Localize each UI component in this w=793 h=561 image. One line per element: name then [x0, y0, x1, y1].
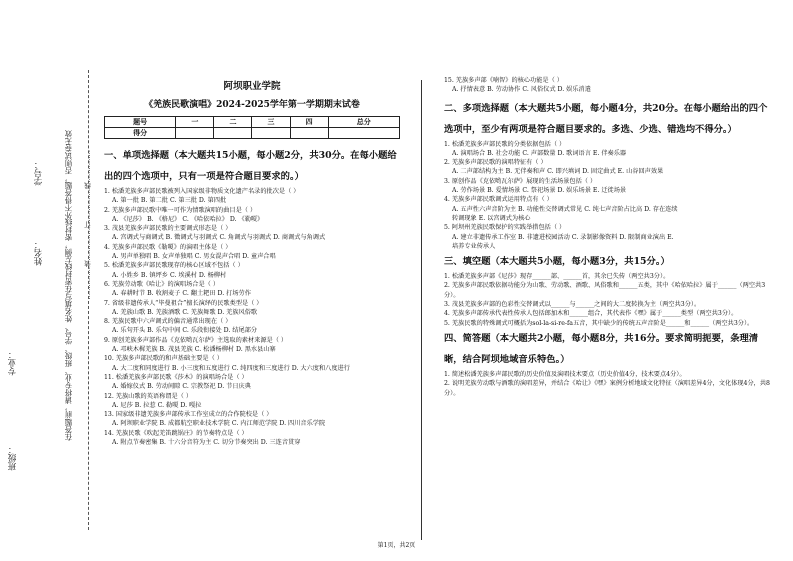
short-answer-question: 1. 简述松潘羌族多声部民歌的历史价值及演唱技术要点（历史价值4分，技术要点4分）。 — [444, 370, 686, 378]
question-options: A. 大二度和同度进行 B. 小三度和五度进行 C. 纯四度和三度进行 D. 大六度和八度进行 — [112, 364, 350, 372]
question-stem: 11. 松潘羌族多声部民歌《莎木》的演唱场合是（ ） — [104, 373, 248, 381]
question-options: A. 二声部结构为主 B. 无伴奏和声 C. 即兴填词 D. 固定曲式 E. 山谷回声效果 — [452, 168, 664, 176]
question-options: A. 男声单独唱 B. 女声单独唱 C. 男女混声合唱 D. 童声合唱 — [112, 253, 276, 261]
seal-line-text: ……………装……………订……………线…………… — [84, 150, 92, 300]
question-stem: 3. 原创作品《克依哟瓦尔萨》展现的生活场景包括（ ） — [444, 177, 597, 185]
question-options: A. 乐句开头 B. 乐句中间 C. 乐段衔接处 D. 结尾部分 — [112, 327, 258, 335]
question-options: A. 小姓乡 B. 镇坪乡 C. 埃溪村 D. 杨柳村 — [112, 271, 227, 279]
section1-questions — [104, 187, 400, 447]
right-column — [444, 76, 774, 398]
score-header-cell: 二 — [214, 117, 252, 128]
section2-questions — [444, 140, 774, 252]
question-options: A. 羌族山歌 B. 羌族酒歌 C. 羌族舞歌 D. 羌族风俗歌 — [112, 308, 258, 316]
student-id-label: 学号： — [34, 160, 44, 186]
question-stem: 8. 羌族民歌中六声调式的偏音通常出现在（ ） — [104, 318, 232, 326]
fill-blank-question: 3. 茂县羌族多声部的色彩性交替调式以______与______之间的大二度转换为主（两空共3分）。 — [444, 301, 701, 309]
question-stem: 6. 羌族劳动歌《哈让》的演唱场合是（ ） — [104, 280, 220, 288]
score-cell[interactable] — [176, 128, 214, 139]
left-column — [104, 78, 400, 447]
question-stem: 2. 羌族多声部民歌中唯一可作为情歌演唱的曲目是（ ） — [104, 206, 257, 214]
question-options: A. 附点节奏密集 B. 十六分音符为主 C. 切分节奏突出 D. 三连音贯穿 — [112, 439, 301, 447]
score-header-cell: 总分 — [328, 117, 399, 128]
section4-title: 四、简答题（本大题共2小题，每小题8分，共16分。要求简明扼要，条理清晰，结合阿坝地域音乐特色。） — [444, 332, 759, 365]
question-options: A. 婚嫁仪式 B. 劳动间隙 C. 宗教祭祀 D. 节日庆典 — [112, 383, 251, 391]
major-label: 专业： — [8, 350, 18, 376]
question-options: A. 建立非遗传承工作室 B. 非遗进校园活动 C. 录制影像资料 D. 限制商业演出 E. — [452, 233, 674, 241]
question-stem: 4. 羌族多声部民歌调式运用特点有（ ） — [444, 196, 553, 204]
section1-title: 一、单项选择题（本大题共15小题，每小题2分，共30分。在每小题给出的四个选项中，只有一项是符合题目要求的。） — [104, 150, 397, 182]
question-options: A. 尼莎 B. 拉惹 C. 勒嗄 D. 嘎拉 — [112, 401, 202, 409]
name-label: 姓名： — [34, 240, 44, 266]
question-stem: 15. 羌族多声部《喃智》的核心功能是（ ） — [444, 77, 563, 84]
column-divider — [421, 80, 422, 540]
page-footer: 第1页，共2页 — [377, 542, 416, 549]
score-header-cell: 三 — [252, 117, 290, 128]
question-stem: 10. 羌族多声部民歌的和声基础主要是（ ） — [104, 355, 223, 363]
question-stem: 14. 羌族民歌《吹起羌笛跳锅庄》的节奏特点是（ ） — [104, 429, 248, 437]
section3-questions — [444, 272, 774, 328]
score-cell[interactable] — [290, 128, 328, 139]
section2-title: 二、多项选择题（本大题共5小题，每小题4分，共20分。在每小题给出的四个选项中，至少有两项是符合题目要求的。多选、少选、错选均不得分。） — [444, 102, 768, 135]
school-name: 阿坝职业学院 — [223, 81, 281, 92]
score-row-label: 得分 — [105, 128, 176, 139]
section4-questions — [444, 370, 774, 398]
question-stem: 4. 羌族多声部民歌《勒嗄》的演唱主体是（ ） — [104, 243, 232, 251]
question-options: 培养专业传承人 — [452, 242, 496, 250]
class-label: 班级： — [8, 445, 18, 471]
question-options: A. 第一批 B. 第二批 C. 第三批 D. 第四批 — [112, 197, 227, 205]
question-stem: 9. 原创羌族多声部作品《克依哟瓦尔萨》主选取的素材来源是（ ） — [104, 336, 288, 344]
question-options: A. 抒情表意 B. 劳动协作 C. 风俗仪式 D. 娱乐消遣 — [452, 86, 591, 94]
fill-blank-question: 1. 松潘羌族多声部《尼莎》现存______部、______首，其余已失传（两空共3分）。 — [444, 273, 670, 281]
question-options: A. 演唱场合 B. 社会功能 C. 声部数量 D. 歌词语言 E. 伴奏乐器 — [452, 149, 627, 157]
question-options: A. 《尼莎》 B. 《格尼》 C. 《哈依哈拉》 D. 《勒嗄》 — [112, 215, 264, 223]
question-stem: 2. 羌族多声部民歌的演唱特征有（ ） — [444, 159, 547, 167]
score-header-cell: 题号 — [105, 117, 176, 128]
question-options: A. 宫调式与商调式 B. 徵调式与羽调式 C. 角调式与羽调式 D. 商调式与角调式 — [112, 234, 326, 242]
question-options: A. 阿坝职业学院 B. 成都航空职业技术学院 C. 内江师范学院 D. 四川音乐学院 — [112, 420, 326, 428]
question-options: 转调现象 E. 以宫调式为核心 — [452, 214, 531, 222]
score-header-cell: 四 — [290, 117, 328, 128]
question-stem: 7. 省级非遗传承人“毕曼祖合”擅长演绎的民歌类型是（ ） — [104, 299, 263, 307]
question-stem: 12. 羌族山歌的英语称谓是（ ） — [104, 392, 193, 400]
short-answer-question: 2. 说明羌族劳动歌与酒歌的演唱差异，并结合《哈让》《嘿》案例分析地域文化特征（演唱差异4分，文化体现4分，共8分）。 — [444, 380, 770, 397]
score-table — [104, 116, 400, 139]
question-options: A. 五声性六声音阶为主 B. 功能性交替调式常见 C. 纯七声音阶占比高 D. 存在连续 — [452, 205, 678, 213]
fill-blank-question: 4. 羌族多声部传承代表性传承人包括郎加木和______组合，其代表作《嘿》属于______类型（两空共3分）。 — [444, 310, 738, 318]
score-cell[interactable] — [252, 128, 290, 139]
section3-title: 三、填空题（本大题共5小题，每小题3分，共15分。） — [444, 256, 670, 268]
score-header-cell: 一 — [176, 117, 214, 128]
score-cell[interactable] — [328, 128, 399, 139]
score-cell[interactable] — [214, 128, 252, 139]
question-stem: 1. 松潘羌族多声部民歌的分类依据包括（ ） — [444, 140, 566, 148]
question-options: A. 劳作场景 B. 爱情场景 C. 祭祀场景 D. 娱乐场景 E. 迁徙场景 — [452, 187, 627, 195]
binding-strip — [0, 0, 95, 561]
question-stem: 13. 国家级非遗羌族多声部传承工作室成立的合作院校是（ ） — [104, 411, 273, 419]
fill-blank-question: 5. 羌族民歌的特殊调式可概括为sol-la-si-re-fa五音，其中缺少的传统五声音阶是______和______（两空共3分）。 — [444, 319, 754, 327]
question-stem: 5. 松潘羌族多声部民歌现存的核心区域不包括（ ） — [104, 262, 244, 270]
question-15 — [444, 76, 774, 95]
question-options: A. 邛峡木樨羌族 B. 茂县羌族 C. 松潘杨柳村 D. 黑水县山寨 — [112, 346, 276, 354]
question-stem: 3. 茂县羌族多声部民歌的主要调式形态是（ ） — [104, 225, 232, 233]
fill-blank-question: 2. 羌族多声部民歌依据功能分为山歌、劳动歌、酒歌、风俗歌和______五类，其中《哈依哈拉》属于______（两空共3分）。 — [444, 282, 766, 299]
seal-line — [88, 70, 89, 530]
exam-title: 《羌族民歌演唱》2024-2025学年第一学期期末试卷 — [144, 100, 360, 110]
question-options: A. 春耕时节 B. 收割麦子 C. 翻土耙田 D. 打场劳作 — [112, 290, 251, 298]
question-stem: 1. 松潘羌族多声部民歌被列入国家级非物质文化遗产名录的批次是（ ） — [104, 188, 300, 195]
seal-instruction: 在答题前，请将专业、班级、学号、姓名填写在密封线左侧，密封线外不得答题，否则试卷无效 — [64, 130, 73, 441]
question-stem: 5. 阿坝州羌族民歌保护的实践举措包括（ ） — [444, 224, 566, 232]
